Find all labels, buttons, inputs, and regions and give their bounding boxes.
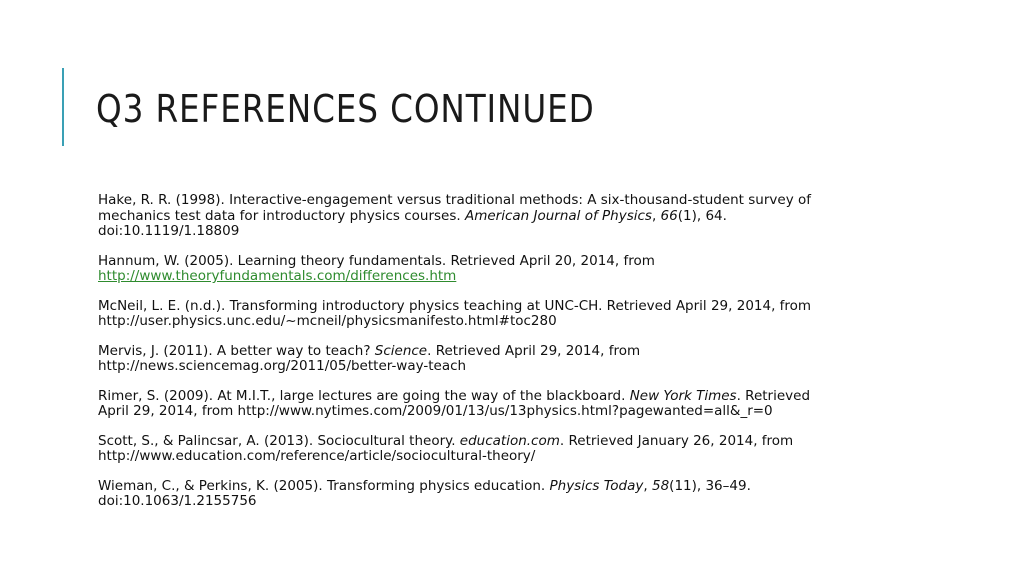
reference-mervis — [98, 344, 918, 375]
references-list — [98, 193, 918, 524]
reference-text: . Retrieved January 26, 2014, from — [559, 432, 794, 449]
reference-url: April 29, 2014, from http://www.nytimes.com/2009/01/13/us/13physics.html?pagewanted=all&_r=0 — [98, 403, 773, 419]
reference-journal: New York Times — [629, 387, 737, 404]
reference-line — [98, 434, 918, 450]
reference-text: . Retrieved — [736, 387, 811, 404]
reference-line: Hannum, W. (2005). Learning theory fundamentals. Retrieved April 20, 2014, from — [98, 252, 655, 269]
reference-mcneil — [98, 299, 918, 330]
reference-text: (1), 64. — [677, 207, 727, 224]
reference-doi: doi:10.1063/1.2155756 — [98, 493, 257, 509]
reference-text: Mervis, J. (2011). A better way to teach? — [98, 342, 375, 359]
slide-title: Q3 REFERENCES CONTINUED — [96, 87, 595, 131]
reference-rimer — [98, 389, 918, 420]
reference-line — [98, 479, 918, 495]
reference-scott — [98, 434, 918, 465]
reference-text: (11), 36–49. — [669, 477, 751, 494]
reference-link[interactable]: http://www.theoryfundamentals.com/differences.htm — [98, 268, 457, 284]
reference-volume: 58 — [651, 477, 670, 494]
reference-line — [98, 389, 918, 405]
reference-journal: Physics Today — [549, 477, 644, 494]
reference-journal: American Journal of Physics — [464, 207, 652, 224]
reference-journal: education.com — [459, 432, 560, 449]
reference-line: Hake, R. R. (1998). Interactive-engagement versus traditional methods: A six-thousand-student survey of — [98, 192, 811, 208]
reference-text: Rimer, S. (2009). At M.I.T., large lectures are going the way of the blackboard. — [98, 387, 630, 404]
reference-url: http://www.education.com/reference/article/sociocultural-theory/ — [98, 448, 536, 464]
reference-url: http://news.sciencemag.org/2011/05/better-way-teach — [98, 358, 467, 374]
reference-text: Scott, S., & Palincsar, A. (2013). Sociocultural theory. — [98, 432, 460, 449]
reference-text: Wieman, C., & Perkins, K. (2005). Transforming physics education. — [98, 477, 550, 494]
reference-hake — [98, 193, 918, 240]
reference-text: . Retrieved April 29, 2014, from — [427, 342, 641, 359]
reference-line — [98, 269, 918, 285]
reference-line — [98, 344, 918, 360]
reference-hannum — [98, 254, 918, 285]
reference-url: http://user.physics.unc.edu/~mcneil/physicsmanifesto.html#toc280 — [98, 313, 557, 329]
reference-doi: doi:10.1119/1.18809 — [98, 223, 240, 239]
reference-text: , — [643, 477, 652, 494]
reference-journal: Science — [374, 342, 428, 359]
reference-wieman — [98, 479, 918, 510]
reference-line — [98, 209, 918, 225]
reference-line: McNeil, L. E. (n.d.). Transforming introductory physics teaching at UNC-CH. Retrieved April 29, 2014, from — [98, 297, 812, 314]
reference-text: mechanics test data for introductory physics courses. — [98, 207, 465, 224]
title-accent-bar — [62, 68, 64, 146]
reference-text: , — [651, 207, 661, 224]
reference-volume: 66 — [660, 207, 678, 224]
